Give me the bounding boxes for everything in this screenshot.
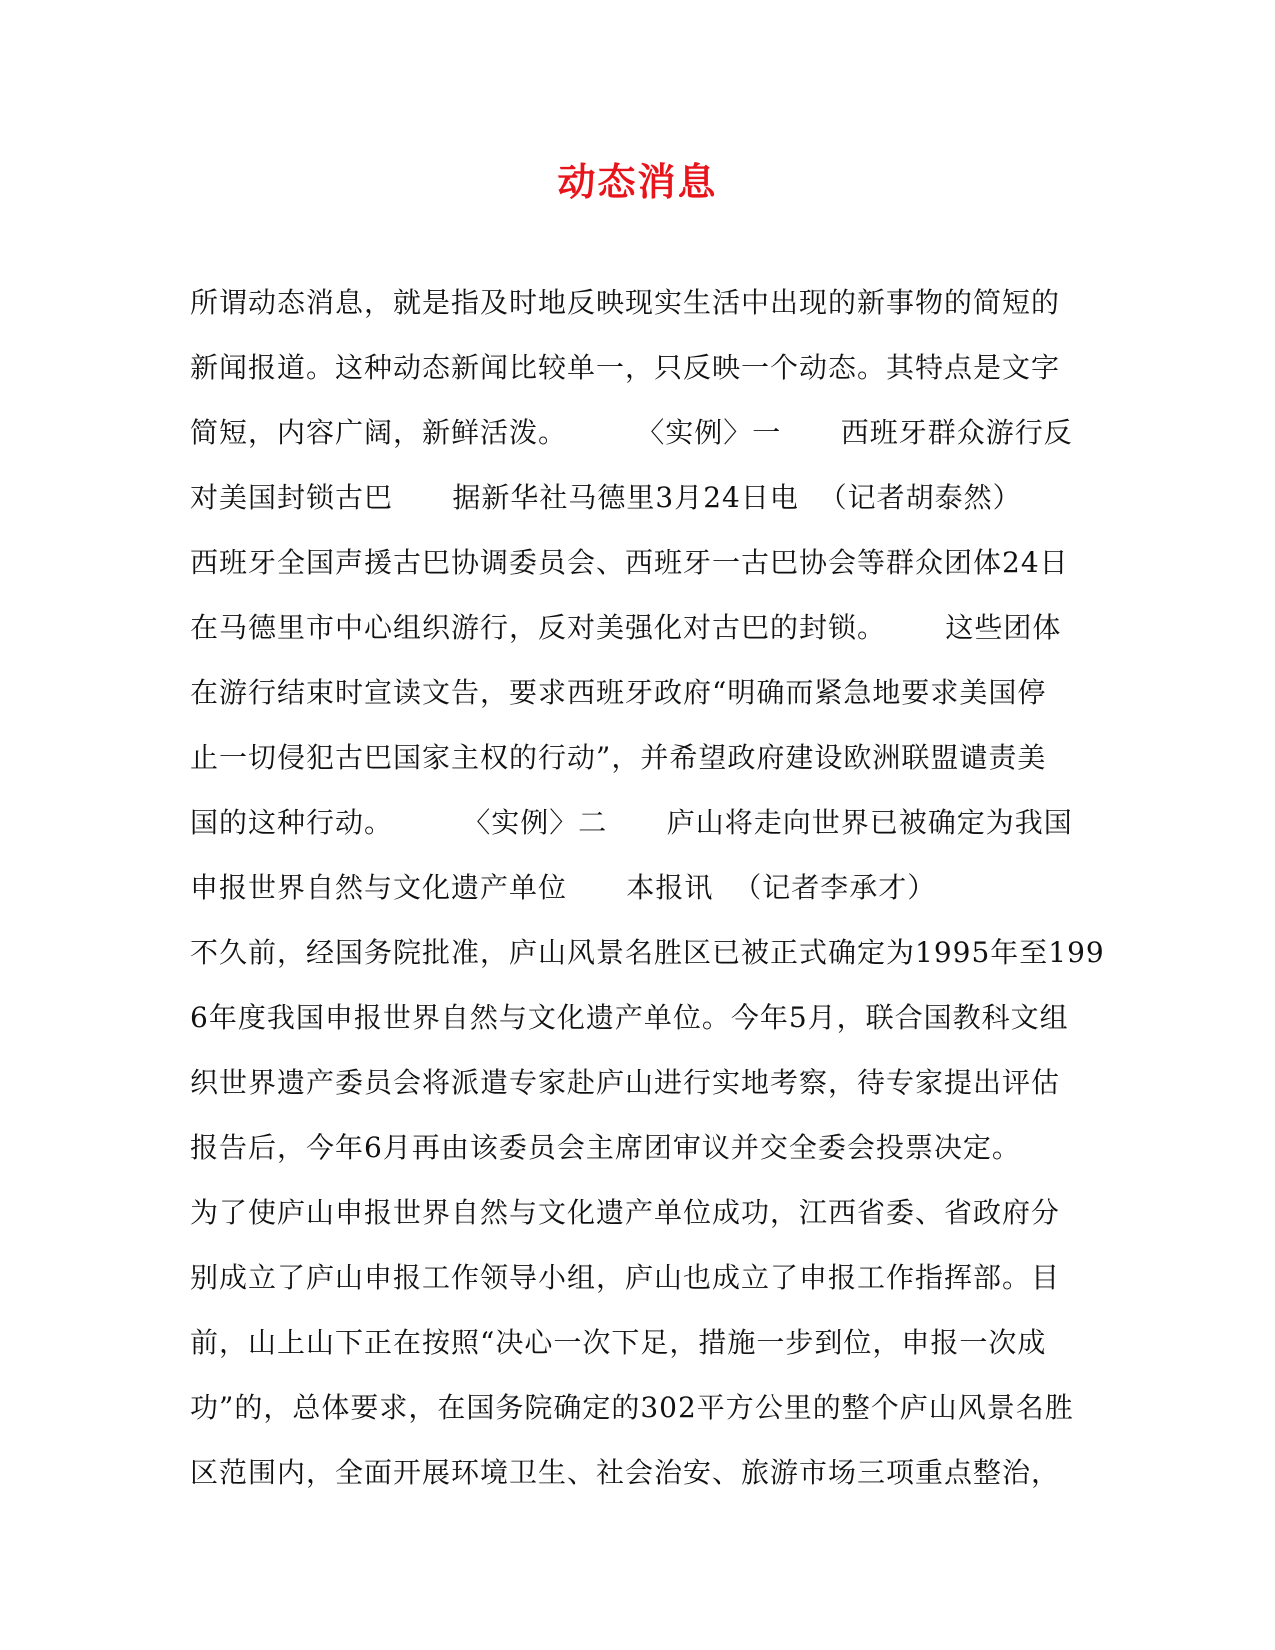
body-line: 功”的，总体要求，在国务院确定的302平方公里的整个庐山风景名胜 (190, 1391, 1074, 1424)
body-line: 不久前，经国务院批准，庐山风景名胜区已被正式确定为1995年至199 (190, 936, 1105, 969)
body-line: 简短，内容广阔，新鲜活泼。 〈实例〉一 西班牙群众游行反 (190, 416, 1073, 449)
body-line: 前，山上山下正在按照“决心一次下足，措施一步到位，申报一次成 (190, 1326, 1047, 1359)
body-line: 对美国封锁古巴 据新华社马德里3月24日电 （记者胡泰然） (190, 481, 1022, 514)
body-line: 报告后，今年6月再由该委员会主席团审议并交全委会投票决定。 (190, 1131, 1021, 1164)
body-line: 别成立了庐山申报工作领导小组，庐山也成立了申报工作指挥部。目 (190, 1261, 1061, 1294)
document-title: 动态消息 (557, 159, 718, 204)
body-line: 在游行结束时宣读文告，要求西班牙政府“明确而紧急地要求美国停 (190, 676, 1047, 709)
document-body (190, 270, 1105, 1505)
body-line: 6年度我国申报世界自然与文化遗产单位。今年5月，联合国教科文组 (190, 1001, 1069, 1034)
body-line: 所谓动态消息，就是指及时地反映现实生活中出现的新事物的简短的 (190, 286, 1061, 319)
body-line: 新闻报道。这种动态新闻比较单一，只反映一个动态。其特点是文字 (190, 351, 1061, 384)
body-line: 区范围内，全面开展环境卫生、社会治安、旅游市场三项重点整治， (190, 1456, 1061, 1489)
body-line: 止一切侵犯古巴国家主权的行动”，并希望政府建设欧洲联盟谴责美 (190, 741, 1047, 774)
body-line: 在马德里市中心组织游行，反对美强化对古巴的封锁。 这些团体 (190, 611, 1062, 644)
body-line: 织世界遗产委员会将派遣专家赴庐山进行实地考察，待专家提出评估 (190, 1066, 1061, 1099)
body-line: 西班牙全国声援古巴协调委员会、西班牙一古巴协会等群众团体24日 (190, 546, 1069, 579)
body-line: 申报世界自然与文化遗产单位 本报讯 （记者李承才） (190, 871, 937, 904)
body-line: 为了使庐山申报世界自然与文化遗产单位成功，江西省委、省政府分 (190, 1196, 1061, 1229)
body-line: 国的这种行动。 〈实例〉二 庐山将走向世界已被确定为我国 (190, 806, 1073, 839)
